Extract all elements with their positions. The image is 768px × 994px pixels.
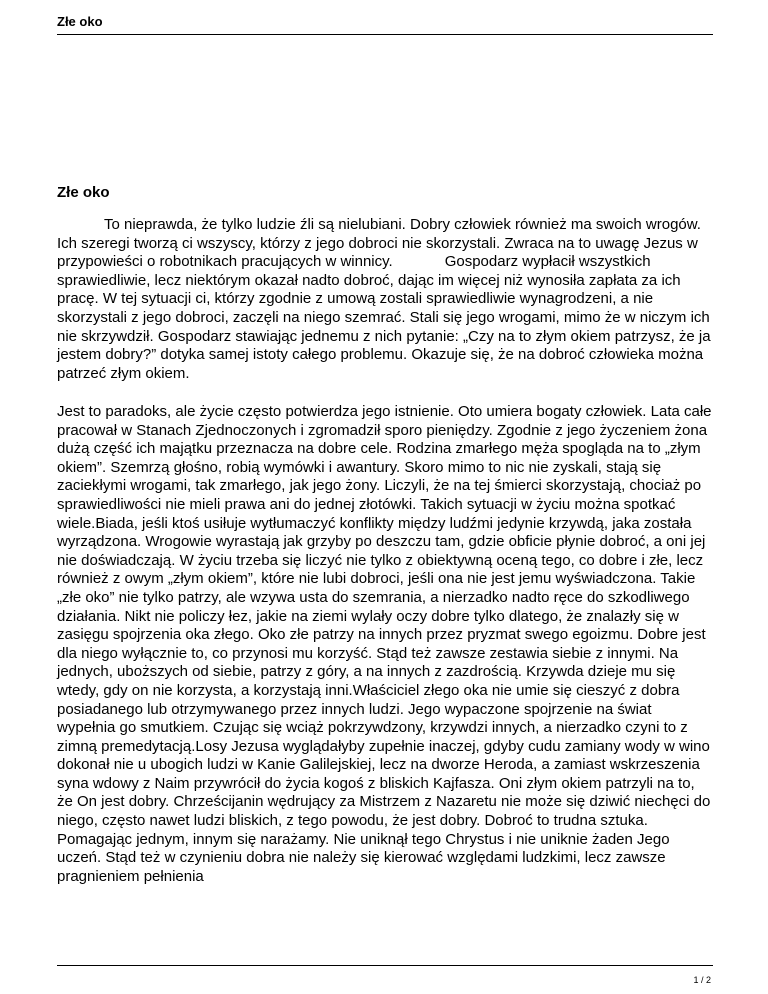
footer-divider	[57, 965, 713, 966]
paragraph-2: Jest to paradoks, ale życie często potwierdza jego istnienie. Oto umiera bogaty człowiek. Lata całe pracował w Stanach Zjednoczonych i zgromadził sporo pieniędzy. Zgodnie z jego życzeniem żona dużą część ich majątku przeznacza na dobre cele. Rodzina zmarłego męża spogląda na to „złym okiem”. Szemrzą głośno, robią wymówki i awantury. Skoro mimo to nic nie zyskali, stają się zaciekłymi wrogami, tak zmarłego, jak jego żony. Liczyli, że na tej śmierci skorzystają, chociaż po sprawiedliwości nie mieli prawa ani do jednej złotówki. Takich sytuacji w życiu można spotkać wiele.Biada, jeśli ktoś usiłuje wytłumaczyć konflikty między ludźmi jedynie krzywdą, jaka została wyrządzona. Wrogowie wyrastają jak grzyby po deszczu tam, gdzie obficie płynie dobroć, a oni jej nie doświadczają. W życiu trzeba się liczyć nie tylko z obiektywną oceną tego, co dobre i złe, lecz również z owym „złym okiem”, które nie lubi dobroci, jeśli ona nie jest jemu wyświadczona. Takie „złe oko” nie tylko patrzy, ale wzywa usta do szemrania, a nierzadko nadto ręce do szkodliwego działania. Nikt nie policzy łez, jakie na ziemi wylały oczy dobre tylko dlatego, że znalazły się w zasięgu spojrzenia oka złego. Oko złe patrzy na innych przez pryzmat swego egoizmu. Dobre jest dla niego wyłącznie to, co przynosi mu korzyść. Stąd też zawsze zestawia siebie z innymi. Na jednych, uboższych od siebie, patrzy z góry, a na innych z zazdrością. Krzywda dzieje mu się wtedy, gdy on nie korzysta, a korzystają inni.Właściciel złego oka nie umie się cieszyć z dobra posiadanego lub otrzymywanego przez innych ludzi. Jego wypaczone spojrzenie na świat wypełnia go smutkiem. Czując się wciąż pokrzywdzony, krzywdzi innych, a nierzadko czyni to z zimną premedytacją.Losy Jezusa wyglądałyby zupełnie inaczej, gdyby cudu zamiany wody w wino dokonał nie u ubogich ludzi w Kanie Galilejskiej, lecz na dworze Heroda, a zamiast wskrzeszenia syna wdowy z Naim przywrócił do życia kogoś z bliskich Kajfasza. Oni złym okiem patrzyli na to, że On jest dobry. Chrześcijanin wędrujący za Mistrzem z Nazaretu nie może się dziwić niechęci do niego, często nawet ludzi bliskich, z tego powodu, że jest dobry. Dobroć to trudna sztuka. Pomagając jednym, innym się narażamy. Nie uniknął tego Chrystus i nie uniknie żaden Jego uczeń. Stąd też w czynieniu dobra nie należy się kierować względami ludzkimi, lecz zawsze pragnieniem pełnienia	[57, 403, 712, 885]
header-divider	[57, 34, 713, 35]
page-number: 1 / 2	[693, 975, 711, 985]
paragraph-1-part-a: To nieprawda, że tylko ludzie źli są nielubiani. Dobry człowiek również ma swoich wrogów. Ich szeregi tworzą ci wszyscy, którzy z jego dobroci nie skorzystali. Zwraca na to uwagę Jezus w przypowieści o robotnikach pracujących w winnicy.	[57, 216, 701, 271]
paragraph-1-part-b: Gospodarz wypłacił wszystkich sprawiedliwie, lecz niektórym okazał nadto dobroć, dając im więcej niż wynosiła zapłata za ich pracę. W tej sytuacji ci, którzy zgodnie z umową zostali sprawiedliwie wynagrodzeni, a nie skorzystali z jego dobroci, zaczęli na niego szemrać. Stali się jego wrogami, mimo że w niczym ich nie skrzywdził. Gospodarz stawiając jednemu z nich pytanie: „Czy na to złym okiem patrzysz, że ja jestem dobry?” dotyka samej istoty całego problemu. Okazuje się, że na dobroć człowieka można patrzeć złym okiem.	[57, 253, 711, 382]
running-header: Złe oko	[57, 14, 103, 29]
paragraph-1	[57, 216, 713, 383]
article-title: Złe oko	[57, 184, 110, 201]
